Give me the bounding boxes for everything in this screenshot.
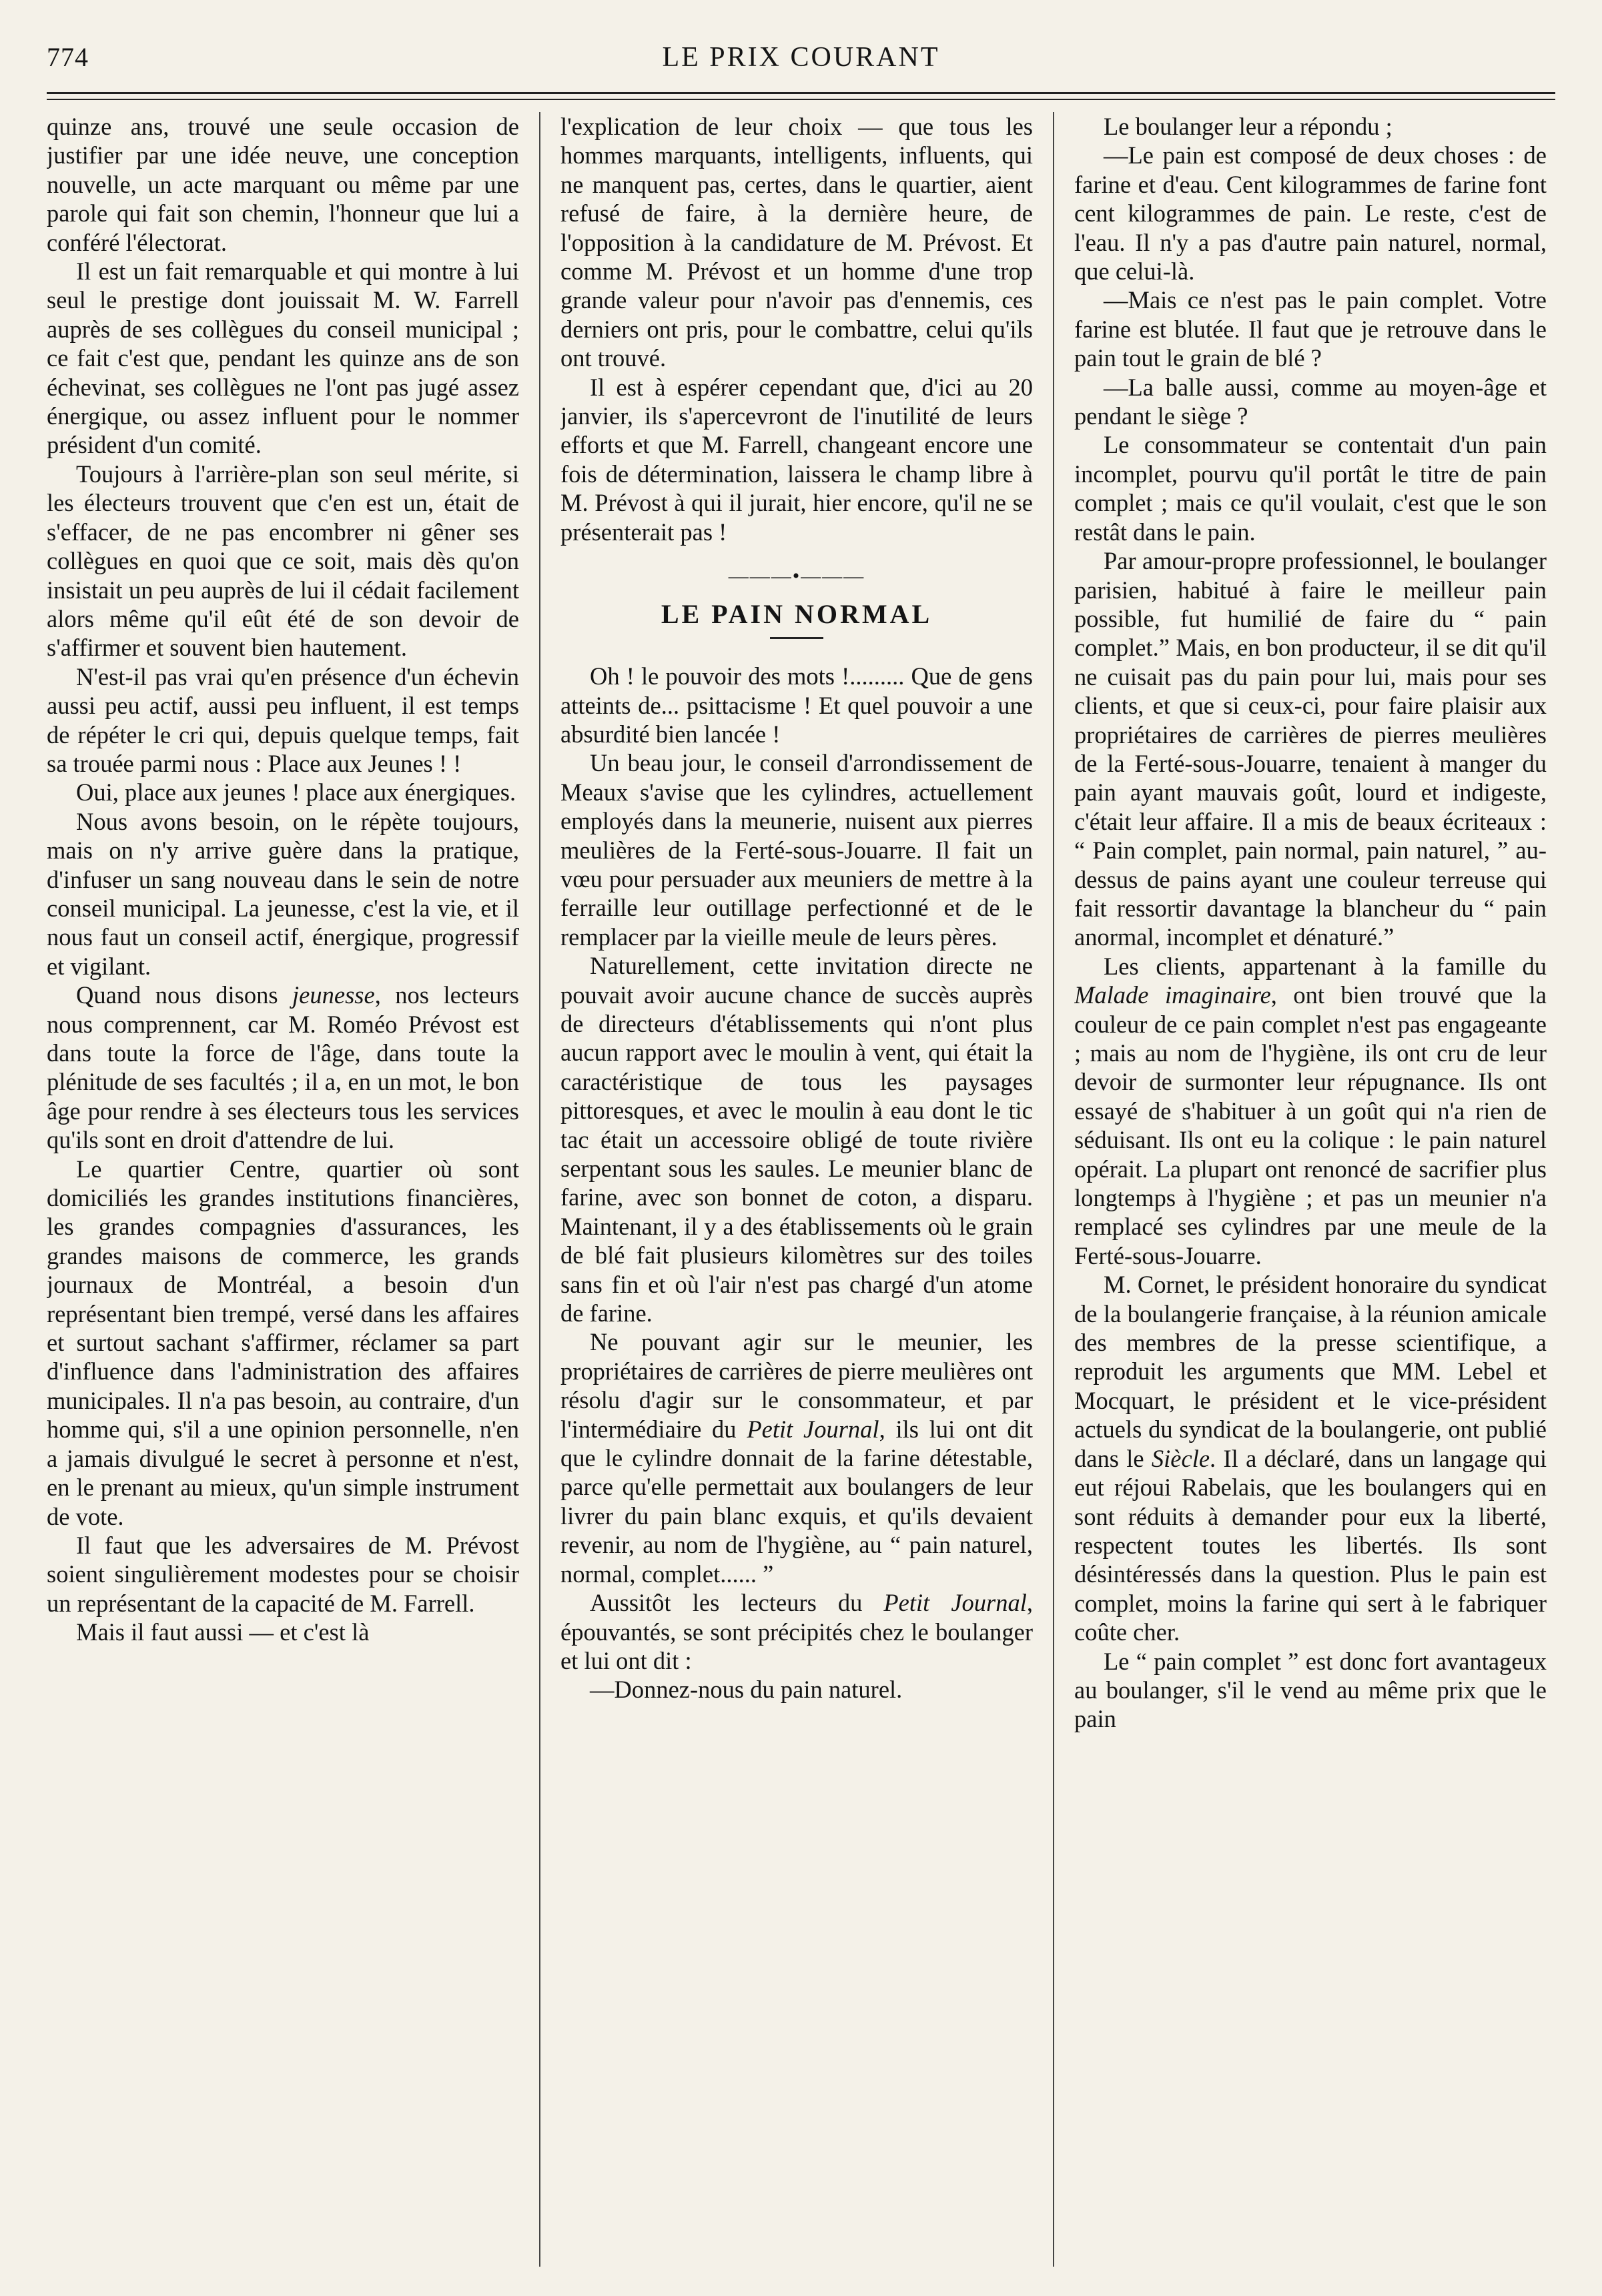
text-run: , ont bien trouvé que la couleur de ce pain complet n'est pas engageante ; mais au nom de l'hygiène, ils ont cru de leur devoir de surmonter leur répugnance. Ils ont essayé de s'habituer à un goût qui n'a rien de séduisant. Ils ont eu la colique : le pain naturel opérait. La plupart ont renoncé de sacrifier plus longtemps à l'hygiène ; et pas un meunier n'a remplacé ses cylindres par une meule de la Ferté-sous-Jouarre. — [1074, 981, 1547, 1269]
paragraph: Oh ! le pouvoir des mots !......... Que de gens atteints de... psittacisme ! Et quel pouvoir a une absurdité bien lancée ! — [560, 662, 1033, 748]
text-run: , épouvantés, se sont précipités chez le boulanger et lui ont dit : — [560, 1589, 1033, 1674]
text-run: Les clients, appartenant à la famille du — [1104, 952, 1547, 980]
paragraph — [560, 1327, 1033, 1588]
paragraph — [1074, 1270, 1547, 1646]
paragraph: Le “ pain complet ” est donc fort avantageux au boulanger, s'il le vend au même prix que le pain — [1074, 1647, 1547, 1733]
italic-text: Malade imaginaire — [1074, 981, 1271, 1009]
section-title: LE PAIN NORMAL — [661, 599, 933, 630]
paragraph: Il est un fait remarquable et qui montre à lui seul le prestige dont jouissait M. W. Farrell auprès de ses collègues du conseil municipal ; ce fait c'est que, pendant les quinze ans de son échevinat, ses collègues ne l'ont pas jugé assez énergique, ou assez influent pour le nommer président d'un comité. — [47, 257, 519, 459]
italic-text: Petit Journal — [883, 1589, 1027, 1617]
section-separator: ———•——— — [728, 565, 865, 588]
paragraph: Oui, place aux jeunes ! place aux énergiques. — [76, 778, 516, 806]
paragraph — [1074, 952, 1547, 1270]
paragraph: Par amour-propre professionnel, le boulanger parisien, habitué à faire le meilleur pain possible, fut humilié de faire du “ pain complet.” Mais, en bon producteur, il se dit qu'il ne cuisait pas du pain pour lui, mais pour ses clients, et que si ceux-ci, pour faire plaisir aux propriétaires de carrières de pierres meulières de la Ferté-sous-Jouarre, tenaient à manger du pain ayant mauvais goût, lourd et indigeste, c'était leur affaire. Il a mis de beaux écriteaux : “ Pain complet, pain normal, pain naturel, ” au-dessus de pains ayant une couleur terreuse qui fait ressortir davantage la blancheur du “ pain anormal, incomplet et dénaturé.” — [1074, 547, 1547, 951]
paragraph: —Donnez-nous du pain naturel. — [590, 1676, 903, 1704]
column-3 — [1074, 112, 1547, 2273]
paragraph — [47, 981, 519, 1154]
page-header — [47, 39, 1555, 85]
paragraph: Nous avons besoin, on le répète toujours, mais on n'y arrive guère dans la pratique, d'infuser un sang nouveau dans le sein de notre conseil municipal. La jeunesse, c'est la vie, et il nous faut un conseil actif, énergique, progressif et vigilant. — [47, 807, 519, 980]
paragraph: Le boulanger leur a répondu ; — [1104, 113, 1392, 140]
header-rule-top — [47, 92, 1555, 94]
page-number: 774 — [47, 42, 89, 72]
paragraph: Il est à espérer cependant que, d'ici au 20 janvier, ils s'apercevront de l'inutilité de leurs efforts et que M. Farrell, changeant encore une fois de détermination, laissera le champ libre à M. Prévost à qui il jurait, hier encore, qu'il ne se présenterait pas ! — [560, 373, 1033, 546]
column-1 — [47, 112, 519, 2273]
paragraph — [560, 1588, 1033, 1675]
running-title: LE PRIX COURANT — [662, 42, 940, 73]
italic-text: jeunesse — [292, 981, 375, 1009]
paragraph: N'est-il pas vrai qu'en présence d'un échevin aussi peu actif, aussi peu influent, il est temps de répéter le cri qui, depuis quelque temps, fait sa trouée parmi nous : Place aux Jeunes ! ! — [47, 662, 519, 777]
paragraph: quinze ans, trouvé une seule occasion de justifier par une idée neuve, une conception nouvelle, un acte marquant ou même par une parole qui fait son chemin, l'honneur que lui a conféré l'électorat. — [47, 113, 519, 256]
header-rule-bottom — [47, 99, 1555, 100]
article-columns — [47, 112, 1561, 2273]
text-run: . Il a déclaré, dans un langage qui eut réjoui Rabelais, que les boulangers qui en sont réduits à demander pour eux la liberté, respectent toutes les libertés. Ils sont désintéressés dans la question. Plus le pain est complet, moins la farine qui sert à le fabriquer coûte cher. — [1074, 1444, 1547, 1646]
text-run: Ne pouvant agir sur le meunier, les propriétaires de carrières de pierre meulières ont résolu d'agir sur le consommateur, et par l'intermédiaire du — [560, 1328, 1033, 1443]
paragraph: l'explication de leur choix — que tous les hommes marquants, intelligents, influents, qui ne manquent pas, certes, dans le quartier, aient refusé de faire, à la dernière heure, de l'opposition à la candidature de M. Prévost. Et comme M. Prévost et un homme d'une trop grande valeur pour n'avoir pas d'ennemis, ces derniers ont pris, pour le combattre, celui qu'ils ont trouvé. — [560, 113, 1033, 372]
column-2 — [560, 112, 1033, 2273]
paragraph: Le consommateur se contentait d'un pain incomplet, pourvu qu'il portât le titre de pain complet ; mais ce qu'il voulait, c'est que le son restât dans le pain. — [1074, 431, 1547, 546]
paragraph: Naturellement, cette invitation directe ne pouvait avoir aucune chance de succès auprès de directeurs d'établissements qui n'ont plus aucun rapport avec le moulin à vent, qui était la caractéristique de tous les paysages pittoresques, et avec le moulin à eau dont le tic tac était un accessoire obligé de toute rivière serpentant sous les saules. Le meunier blanc de farine, avec son bonnet de coton, a disparu. Maintenant, il y a des établissements où le grain de blé fait plusieurs kilomètres sur des toiles sans fin et où l'air n'est pas chargé d'un atome de farine. — [560, 952, 1033, 1327]
paragraph: —La balle aussi, comme au moyen-âge et pendant le siège ? — [1074, 373, 1547, 430]
text-run: , ils lui ont dit que le cylindre donnait de la farine détestable, parce qu'elle permettait aux boulangers de leur livrer du pain blanc exquis, et qu'ils devaient revenir, au nom de l'hygiène, au “ pain naturel, normal, complet...... ” — [560, 1415, 1033, 1588]
paragraph: Un beau jour, le conseil d'arrondissement de Meaux s'avise que les cylindres, actuellement employés dans la meunerie, nuisent aux pierres meulières de la Ferté-sous-Jouarre. Il fait un vœu pour persuader aux meuniers de mettre à la ferraille leur outillage perfectionné et de le remplacer par la vieille meule de leurs pères. — [560, 749, 1033, 951]
italic-text: Siècle — [1151, 1444, 1210, 1472]
paragraph: Le quartier Centre, quartier où sont domiciliés les grandes institutions financières, les grandes compagnies d'assurances, les grandes maisons de commerce, les grands journaux de Montréal, a besoin d'un représentant bien trempé, versé dans les affaires et surtout sachant s'affirmer, réclamer sa part d'influence dans l'administration des affaires municipales. Il n'a pas besoin, au contraire, d'un homme qui, s'il a une opinion personnelle, n'en a jamais divulgué le secret à personne et n'est, en le prenant au mieux, qu'un simple instrument de vote. — [47, 1155, 519, 1530]
paragraph: Il faut que les adversaires de M. Prévost soient singulièrement modestes pour se choisir un représentant de la capacité de M. Farrell. — [47, 1531, 519, 1617]
title-underline — [770, 637, 823, 639]
text-run: M. Cornet, le président honoraire du syndicat de la boulangerie française, à la réunion amicale des membres de la presse scientifique, a reproduit les arguments que MM. Lebel et Mocquart, le président et le vice-président actuels du syndicat de la boulangerie, ont publié dans le — [1074, 1271, 1547, 1472]
paragraph: —Mais ce n'est pas le pain complet. Votre farine est blutée. Il faut que je retrouve dans le pain tout le grain de blé ? — [1074, 286, 1547, 372]
text-run: Aussitôt les lecteurs du — [590, 1589, 884, 1617]
paragraph: Mais il faut aussi — et c'est là — [76, 1618, 370, 1646]
paragraph: Toujours à l'arrière-plan son seul mérite, si les électeurs trouvent que c'en est un, était de s'effacer, de ne pas encombrer ni gêner ses collègues en quoi que ce soit, mais dès qu'on insistait un peu auprès de lui il cédait facilement alors même qu'il eût été de son devoir de s'affirmer et souvent bien hautement. — [47, 460, 519, 662]
text-run: Quand nous disons — [76, 981, 293, 1009]
paragraph: —Le pain est composé de deux choses : de farine et d'eau. Cent kilogrammes de farine font cent kilogrammes de pain. Le reste, c'est de l'eau. Il n'y a pas d'autre pain naturel, normal, que celui-là. — [1074, 141, 1547, 285]
text-run: , nos lecteurs nous comprennent, car M. Roméo Prévost est dans toute la force de l'âge, dans toute la plénitude de ses facultés ; il a, en un mot, le bon âge pour rendre à ses électeurs tous les services qu'ils sont en droit d'attendre de lui. — [47, 981, 519, 1154]
italic-text: Petit Journal — [747, 1415, 879, 1443]
